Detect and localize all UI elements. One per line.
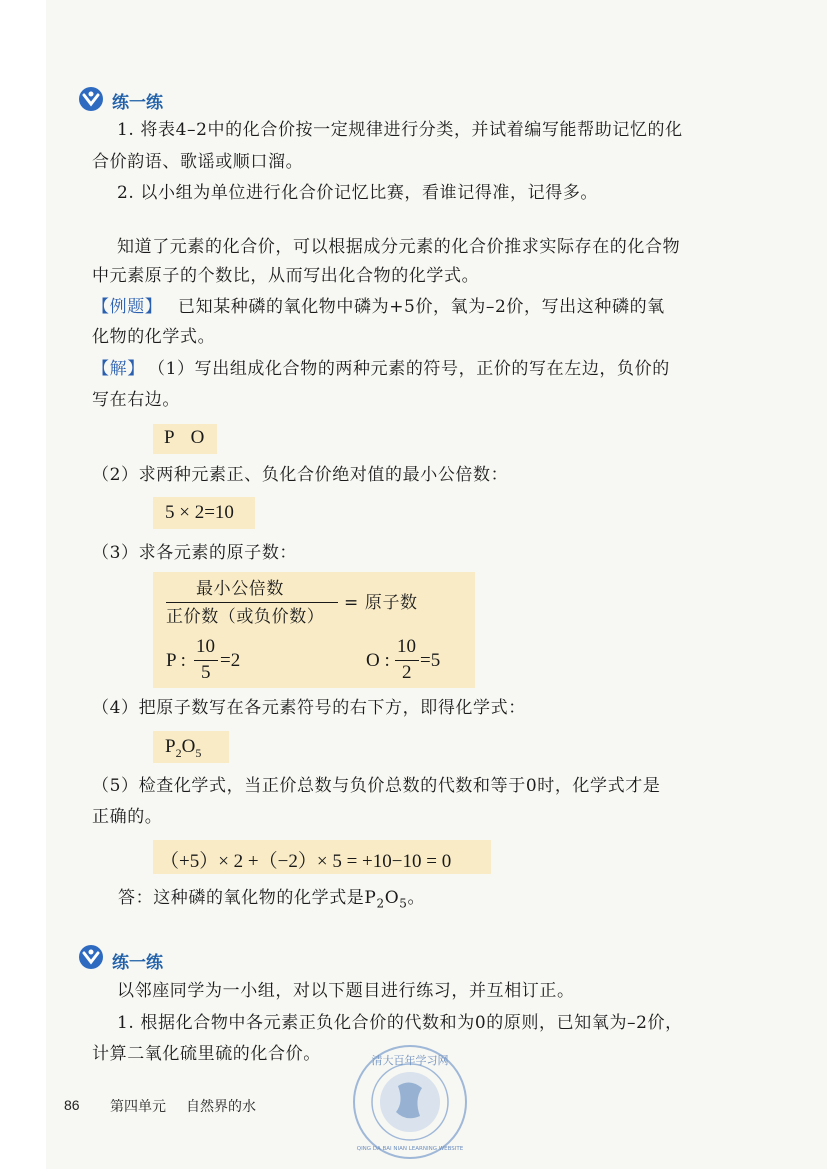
example-line2: 化物的化学式。 (92, 327, 216, 347)
p-denominator: 5 (201, 662, 211, 683)
practice-icon (78, 86, 104, 112)
o-subscript: 5 (195, 745, 202, 760)
step5-line2: 正确的。 (92, 807, 163, 827)
formula-numerator: 最小公倍数 (196, 579, 284, 599)
solution-tag: 【解】 (92, 359, 145, 379)
formula-fraction-line (166, 602, 338, 603)
answer-prefix: 答：这种磷的氧化物的化学式是P (118, 888, 377, 908)
step3-text: （3）求各元素的原子数： (92, 543, 298, 563)
practice2-item1-line1: 1. 根据化合物中各元素正负化合价的代数和为0的原则，已知氧为–2价， (117, 1013, 683, 1033)
example-tag: 【例题】 (92, 297, 163, 317)
chapter-title: 自然界的水 (186, 1099, 256, 1115)
p-result: =2 (220, 650, 241, 671)
page-number: 86 (64, 1097, 80, 1113)
o-symbol: O (181, 736, 196, 757)
p-symbol: P (165, 736, 176, 757)
step1-line1: （1）写出组成化合物的两种元素的符号，正价的写在左边，负价的 (148, 359, 670, 379)
practice1-item2: 2. 以小组为单位进行化合价记忆比赛，看谁记得准，记得多。 (117, 183, 599, 203)
o-numerator: 10 (397, 636, 416, 657)
answer-sub2: 5 (399, 896, 408, 911)
practice1-item1-line1: 1. 将表4–2中的化合价按一定规律进行分类，并试着编写能帮助记忆的化 (117, 120, 683, 140)
example-line1: 已知某种磷的氧化物中磷为+5价，氧为–2价，写出这种磷的氧 (178, 297, 665, 317)
watermark-top-text: 清大百年学习网 (371, 1054, 449, 1067)
answer-sub1: 2 (376, 896, 385, 911)
practice1-title: 练一练 (112, 93, 163, 113)
unit-label: 第四单元 (110, 1099, 166, 1115)
o-label: O : (366, 650, 390, 671)
answer-mid: O (384, 888, 400, 908)
step1-line2: 写在右边。 (92, 390, 180, 410)
step5-check: （+5）× 2 +（−2）× 5 = +10−10 = 0 (160, 851, 452, 872)
watermark-stamp (350, 1042, 470, 1162)
step4-text: （4）把原子数写在各元素符号的右下方，即得化学式： (92, 698, 526, 718)
step4-formula (165, 736, 201, 758)
practice2-icon (78, 944, 104, 970)
p-fraction-line (194, 660, 218, 661)
formula-denominator: 正价数（或负价数） (166, 607, 325, 627)
watermark-bottom-text: QING DA BAI NIAN LEARNING WEBSITE (356, 1146, 464, 1152)
practice2-title: 练一练 (112, 953, 163, 973)
answer (118, 887, 425, 909)
step2-text: （2）求两种元素正、负化合价绝对值的最小公倍数： (92, 465, 509, 485)
o-result: =5 (420, 650, 441, 671)
intro-line1: 知道了元素的化合价，可以根据成分元素的化合价推求实际存在的化合物 (117, 237, 681, 257)
step5-line1: （5）检查化学式，当正价总数与负价总数的代数和等于0时，化学式才是 (92, 776, 661, 796)
step1-symbols: P O (164, 427, 211, 448)
p-numerator: 10 (196, 636, 215, 657)
practice2-item1-line2: 计算二氧化硫里硫的化合价。 (92, 1044, 321, 1064)
answer-suffix: 。 (407, 888, 426, 908)
intro-line2: 中元素原子的个数比，从而写出化合物的化学式。 (92, 266, 480, 286)
p-subscript: 2 (175, 745, 182, 760)
p-label: P : (166, 650, 186, 671)
formula-equals: = 原子数 (344, 593, 418, 613)
practice2-intro: 以邻座同学为一小组，对以下题目进行练习，并互相订正。 (117, 981, 575, 1001)
o-fraction-line (395, 660, 419, 661)
step2-lcm: 5 × 2=10 (165, 502, 234, 523)
o-denominator: 2 (402, 662, 412, 683)
practice1-item1-line2: 合价韵语、歌谣或顺口溜。 (92, 152, 304, 172)
